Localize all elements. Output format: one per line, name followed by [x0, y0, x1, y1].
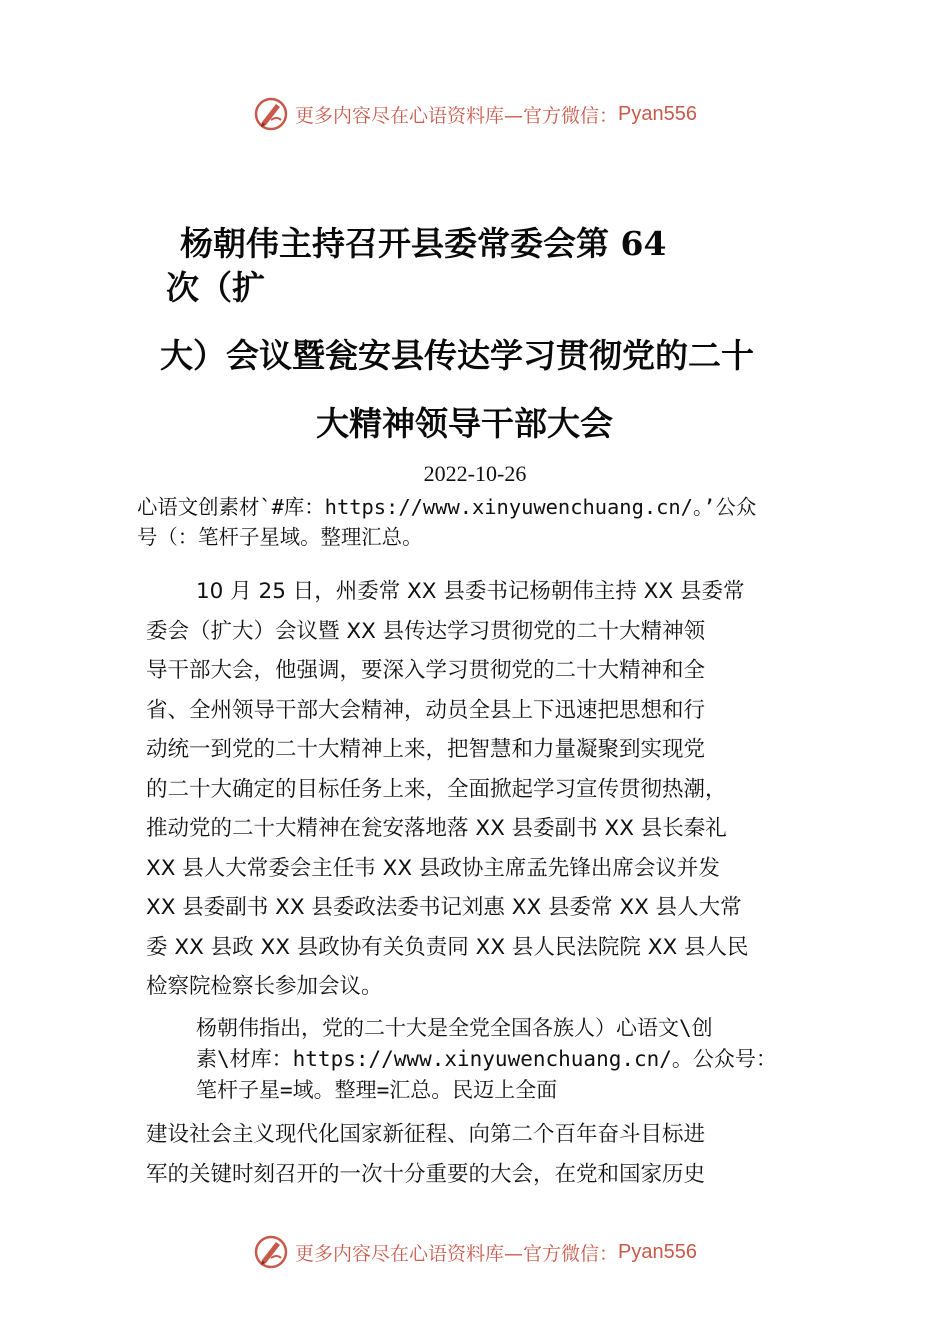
title-line-1: 杨朝伟主持召开县委常委会第 64 [180, 224, 667, 263]
watermark-banner-top [0, 94, 950, 134]
source-note [137, 492, 756, 552]
paragraph-line: 动统一到党的二十大精神上来，把智慧和力量凝聚到实现党 [146, 737, 706, 762]
inserted-note-line: 杨朝伟指出，党的二十大是全党全国各族人）心语文\创 [196, 1016, 713, 1040]
title-line-4: 大精神领导干部大会 [316, 404, 613, 443]
watermark-wechat-id: Pyan556 [618, 102, 697, 125]
paragraph-line: 检察院检察长参加会议。 [146, 974, 383, 999]
source-note-line: 号（：笔杆子星域。整理汇总。 [137, 525, 423, 549]
paragraph-line: XX 县人大常委会主任韦 XX 县政协主席孟先锋出席会议并发 [146, 855, 720, 881]
inserted-note-line: 笔杆子星=域。整理=汇总。民迈上全面 [196, 1078, 558, 1102]
pen-seal-icon [253, 96, 289, 132]
pen-seal-icon [253, 1234, 289, 1270]
source-note-line: 心语文创素材`#库：https://www.xinyuwenchuang.cn/。’公众 [137, 495, 757, 519]
watermark-text: 更多内容尽在心语资料库—官方微信： [295, 1242, 619, 1265]
inserted-note [196, 1013, 777, 1106]
paragraph-line: 军的关键时刻召开的一次十分重要的大会，在党和国家历史 [146, 1161, 706, 1187]
paragraph-line: 导干部大会，他强调，要深入学习贯彻党的二十大精神和全 [146, 658, 706, 683]
paragraph-line: XX 县委副书 XX 县委政法委书记刘惠 XX 县委常 XX 县人大常 [146, 895, 742, 920]
paragraph-line: 委会（扩大）会议暨 XX 县传达学习贯彻党的二十大精神领 [146, 618, 706, 644]
inserted-note-line: 素\材库：https://www.xinyuwenchuang.cn/。公众号： [196, 1047, 777, 1071]
watermark-text: 更多内容尽在心语资料库—官方微信： [295, 104, 619, 127]
paragraph-line: 省、全州领导干部大会精神，动员全县上下迅速把思想和行 [146, 697, 706, 723]
paragraph-line: 10 月 25 日，州委常 XX 县委书记杨朝伟主持 XX 县委常 [196, 579, 745, 604]
title-line-2: 次（扩 [166, 268, 265, 307]
paragraph-line: 建设社会主义现代化国家新征程、向第二个百年奋斗目标进 [146, 1122, 706, 1147]
paragraph-line: 委 XX 县政 XX 县政协有关负责同 XX 县人民法院院 XX 县人民 [146, 934, 749, 960]
body-paragraph-1 [146, 572, 749, 1007]
body-paragraph-2 [146, 1115, 705, 1194]
paragraph-line: 推动党的二十大精神在瓮安落地落 XX 县委副书 XX 县长秦礼 [146, 816, 727, 841]
watermark-banner-bottom [0, 1232, 950, 1272]
paragraph-line: 的二十大确定的目标任务上来，全面掀起学习宣传贯彻热潮， [146, 776, 727, 802]
watermark-wechat-id: Pyan556 [618, 1240, 697, 1263]
publish-date: 2022-10-26 [423, 461, 527, 486]
title-line-3: 大）会议暨瓮安县传达学习贯彻党的二十 [160, 336, 754, 375]
